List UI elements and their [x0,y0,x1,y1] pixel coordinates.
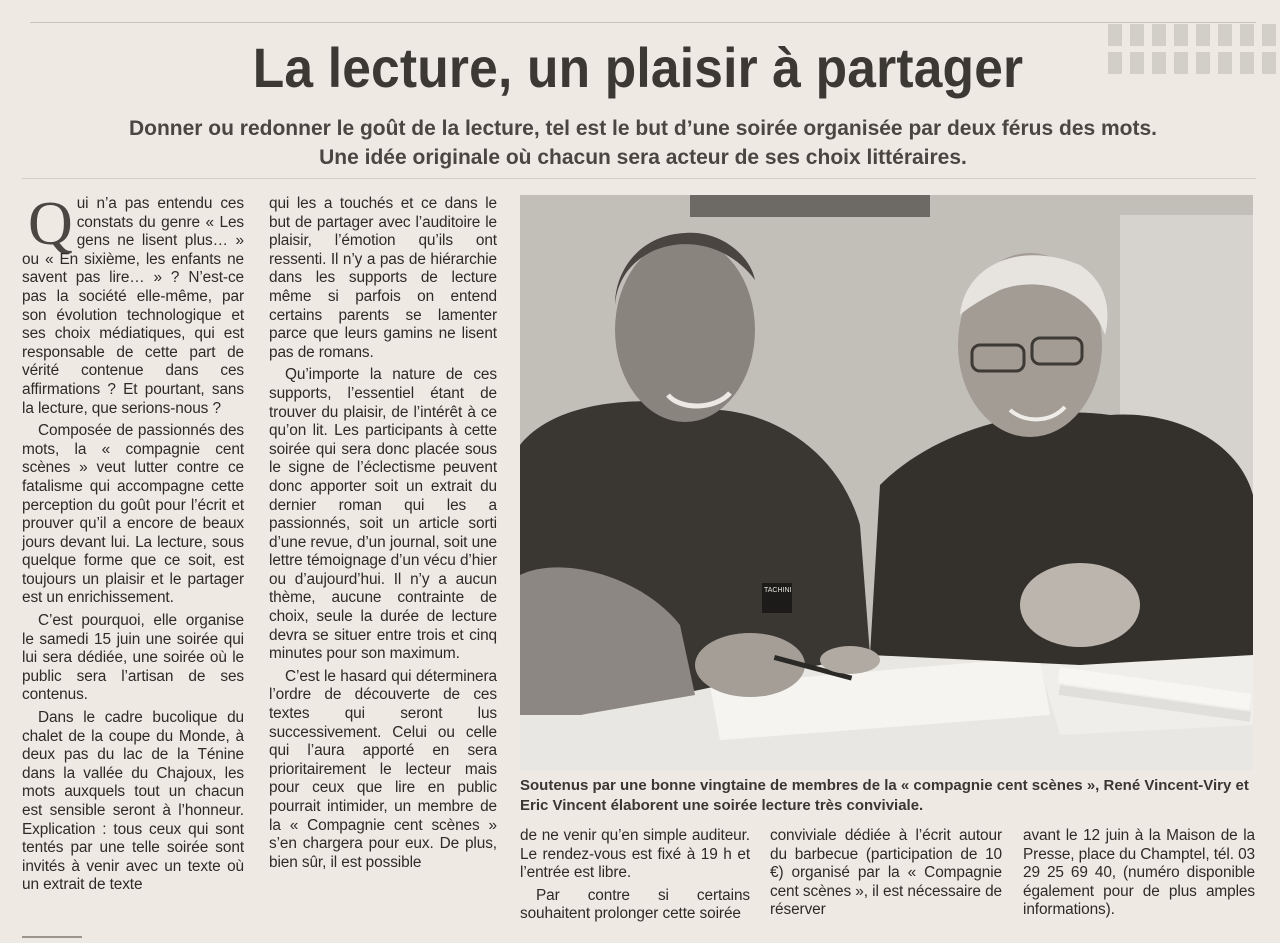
bottom-rule [22,936,82,938]
paragraph: C’est le hasard qui déterminera l’ordre de découverte de ces textes qui seront lus successivement. Celui ou celle qui l’aura apporté en sera prioritairement le lecteur mais pour ceux que lire en public pourrait intimider, un membre de la « Compagnie cent scènes » s’en chargera pour eux. De plus, bien sûr, il est possible [269,667,497,871]
paragraph: de ne venir qu’en simple auditeur. Le rendez-vous est fixé à 19 h et l’entrée est libre. [520,827,750,882]
paragraph: conviviale dédiée à l’écrit autour du barbecue (participation de 10 €) organisé par la « Compagnie cent scènes », il est nécessaire de réserver [770,827,1002,919]
article-column-5 [1023,827,1255,924]
article-column-2 [269,195,497,876]
drop-cap: Q [28,190,73,258]
two-men-reading-photo-icon [520,195,1253,770]
article-column-1 [22,190,244,899]
paragraph: qui les a touchés et ce dans le but de partager avec l’auditoire le plaisir, l’émotion qu’ils ont ressenti. Il n’y a pas de hiérarchie dans les supports de lecture même si parfois on entend certains parents se lamenter parce que leurs gamins ne lisent pas de romans. [269,195,497,361]
article-headline: La lecture, un plaisir à partager [252,36,1024,99]
deck-rule [22,178,1256,179]
article-deck [30,114,1256,172]
deck-line-1: Donner ou redonner le goût de la lecture, tel est le but d’une soirée organisée par deux férus des mots. [128,117,1158,140]
paragraph: Dans le cadre bucolique du chalet de la coupe du Monde, à deux pas du lac de la Ténine dans la vallée du Chajoux, les mots auxquels tout un chacun est sensible seront à l’honneur. Explication : tous ceux qui sont tentés par une telle soirée sont invités à venir avec un texte où un extrait de texte [22,709,244,894]
paragraph: Qu’importe la nature de ces supports, l’essentiel étant de trouver du plaisir, de l’intérêt à ce qu’on lit. Les participants à cette soirée qui sera donc placée sous le signe de l’éclectisme peuvent donc apporter soit un extrait du dernier roman qui les a passionnés, soit un article sorti d’une revue, d’un journal, soit une lettre témoignage d’un vécu d’hier ou d’aujourd’hui. Il n’y a aucun thème, aucune contrainte de choix, seule la durée de lecture devra se situer entre trois et cinq minutes pour son maximum. [269,366,497,663]
paragraph: Par contre si certains souhaitent prolonger cette soirée [520,886,750,923]
top-rule [30,22,1256,23]
sweater-label: TACHINI [764,587,792,594]
article-photo [520,195,1253,770]
deck-line-2: Une idée originale où chacun sera acteur de ses choix littéraires. [319,146,967,169]
paragraph: avant le 12 juin à la Maison de la Presse, place du Champtel, tél. 03 29 25 69 40, (numéro disponible également pour de plus amples informations). [1023,827,1255,919]
paragraph: C’est pourquoi, elle organise le samedi 15 juin une soirée qui lui sera dédiée, une soirée où le public sera l’artisan de ses contenus. [22,612,244,704]
photo-caption: Soutenus par une bonne vingtaine de membres de la « compagnie cent scènes », René Vincent-Viry et Eric Vincent élaborent une soirée lecture très conviviale. [520,777,1249,814]
article-column-4 [770,827,1002,924]
article-column-3 [520,827,750,928]
paragraph [22,190,244,418]
paragraph-text: ui n’a pas entendu ces constats du genre « Les gens ne lisent plus… » ou « En sixième, les enfants ne savent pas lire… » ? N’est-ce pas la société elle-même, par son évolution technologique et ses choix médiatiques, qui est responsable de cette part de vérité contenue dans ces affirmations ? Et pourtant, sans la lecture, que serions-nous ? [22,195,244,417]
paragraph: Composée de passionnés des mots, la « compagnie cent scènes » veut lutter contre ce fatalisme qui accompagne cette perception du goût pour l’écrit et prouver qu’il a encore de beaux jours devant lui. La lecture, sous quelque forme que ce soit, est toujours un plaisir et le partager est un enrichissement. [22,422,244,607]
